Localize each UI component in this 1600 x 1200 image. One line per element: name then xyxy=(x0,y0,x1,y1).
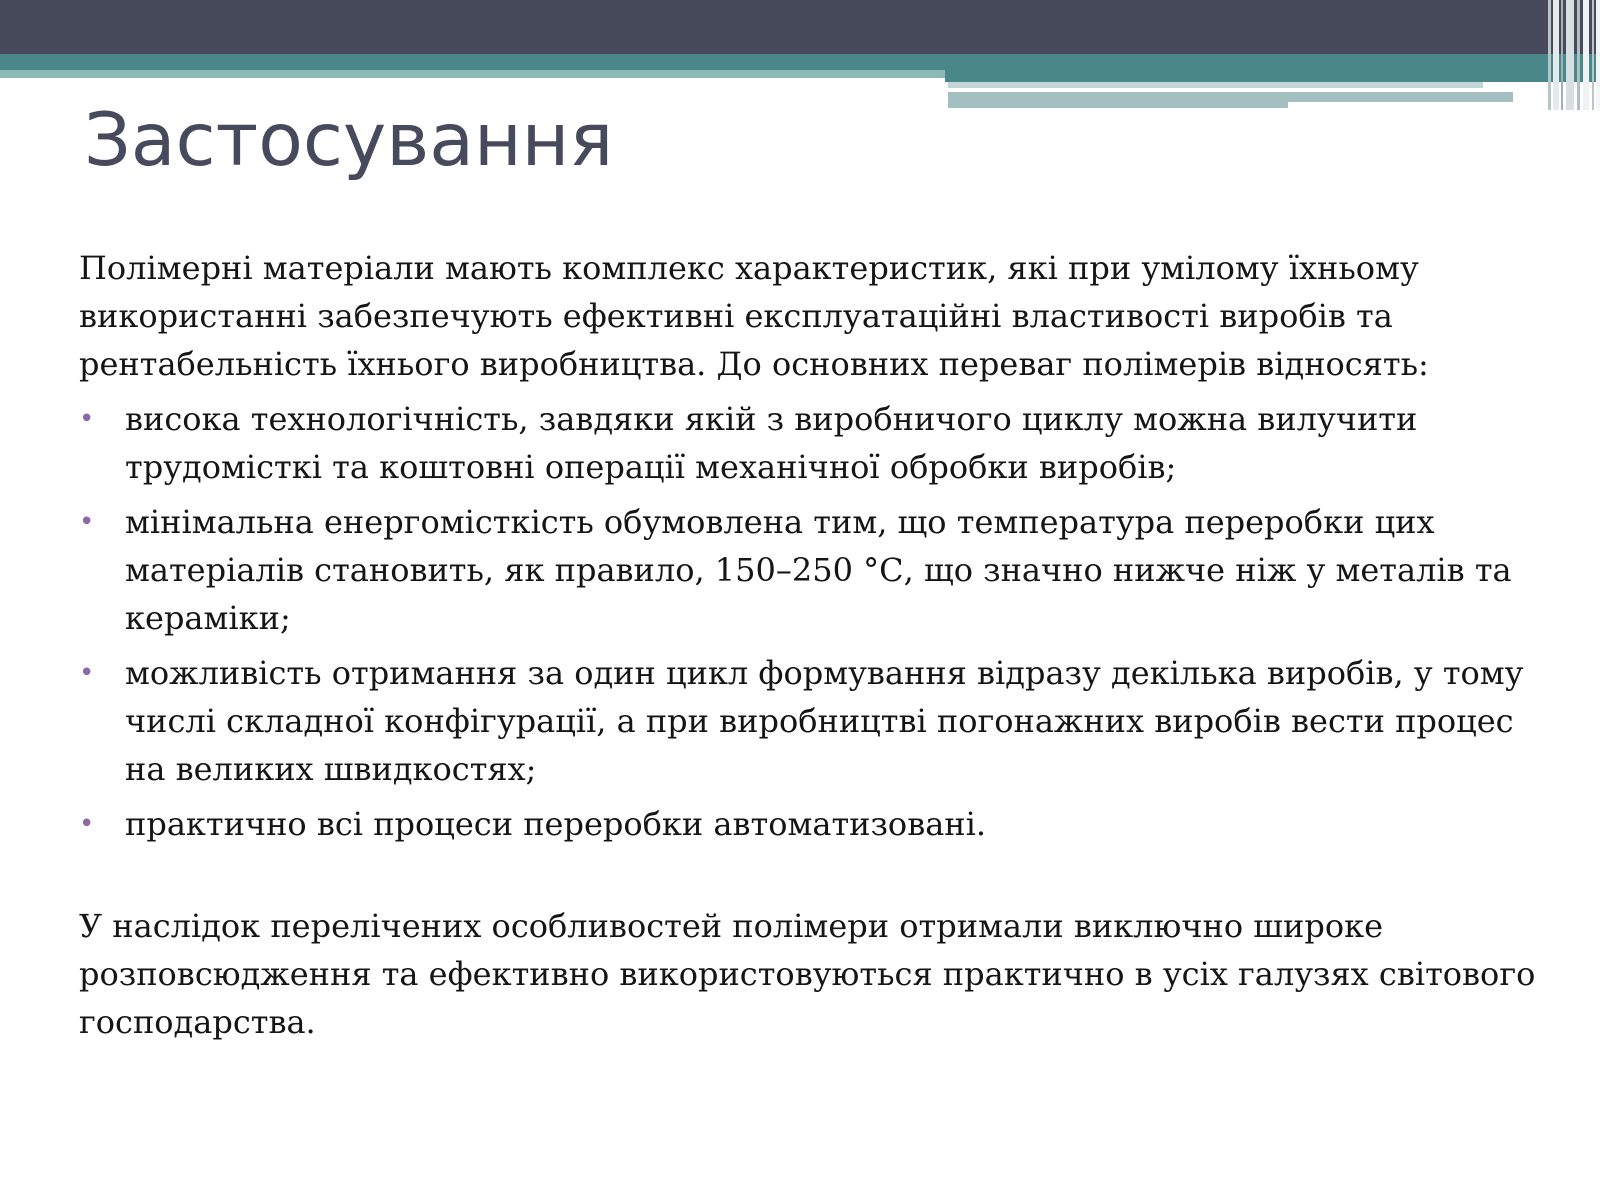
header-stripe xyxy=(1583,0,1589,110)
list-item-text: можливість отримання за один цикл формування відразу декілька виробів, у тому числі складної конфігурації, а при виробництві погонажних виробів вести процес на великих швидкостях; xyxy=(125,654,1524,788)
header-stripe xyxy=(1566,0,1574,110)
list-item-text: висока технологічність, завдяки якій з виробничого циклу можна вилучити трудомісткі та коштовні операції механічної обробки виробів; xyxy=(125,400,1418,486)
list-item xyxy=(79,800,1539,848)
list-item-text: практично всі процеси переробки автоматизовані. xyxy=(125,805,987,843)
bullet-icon: • xyxy=(79,507,95,537)
header-vertical-stripes xyxy=(1548,0,1600,110)
header-stripe xyxy=(1596,0,1600,110)
header-stripe xyxy=(1561,0,1563,110)
header-stripe xyxy=(1592,0,1594,110)
header-band-light-right xyxy=(948,82,1483,88)
list-item-text: мінімальна енергомісткість обумовлена тим, що температура переробки цих матеріалів становить, як правило, 150–250 °С, що значно нижче ніж у металів та кераміки; xyxy=(125,503,1512,637)
bullet-icon: • xyxy=(79,658,95,688)
header-stripe xyxy=(1577,0,1580,110)
advantages-list xyxy=(79,395,1539,848)
list-item xyxy=(79,649,1539,793)
header-band-teal-left xyxy=(0,54,950,70)
conclusion-paragraph: У наслідок перелічених особливостей полімери отримали виключно широке розповсюдження та ефективно використовуються практично в усіх галузях світового господарства. xyxy=(79,907,1536,1041)
header-stripe xyxy=(1553,0,1559,110)
intro-paragraph: Полімерні матеріали мають комплекс характеристик, які при умілому їхньому використанні забезпечують ефективні експлуатаційні властивості виробів та рентабельність їхнього виробництва. До основних переваг полімерів відносять: xyxy=(79,249,1429,383)
bullet-icon: • xyxy=(79,809,95,839)
slide-title: Застосування xyxy=(84,98,614,183)
header-band-teal-right xyxy=(945,54,1600,82)
list-item xyxy=(79,498,1539,642)
header-band-light-left xyxy=(0,70,945,78)
header-band-dark xyxy=(0,0,1600,54)
header-stripe xyxy=(1548,0,1551,110)
header-band-gap xyxy=(1288,102,1518,110)
list-item xyxy=(79,395,1539,491)
bullet-icon: • xyxy=(79,404,95,434)
slide-body xyxy=(79,244,1539,1046)
